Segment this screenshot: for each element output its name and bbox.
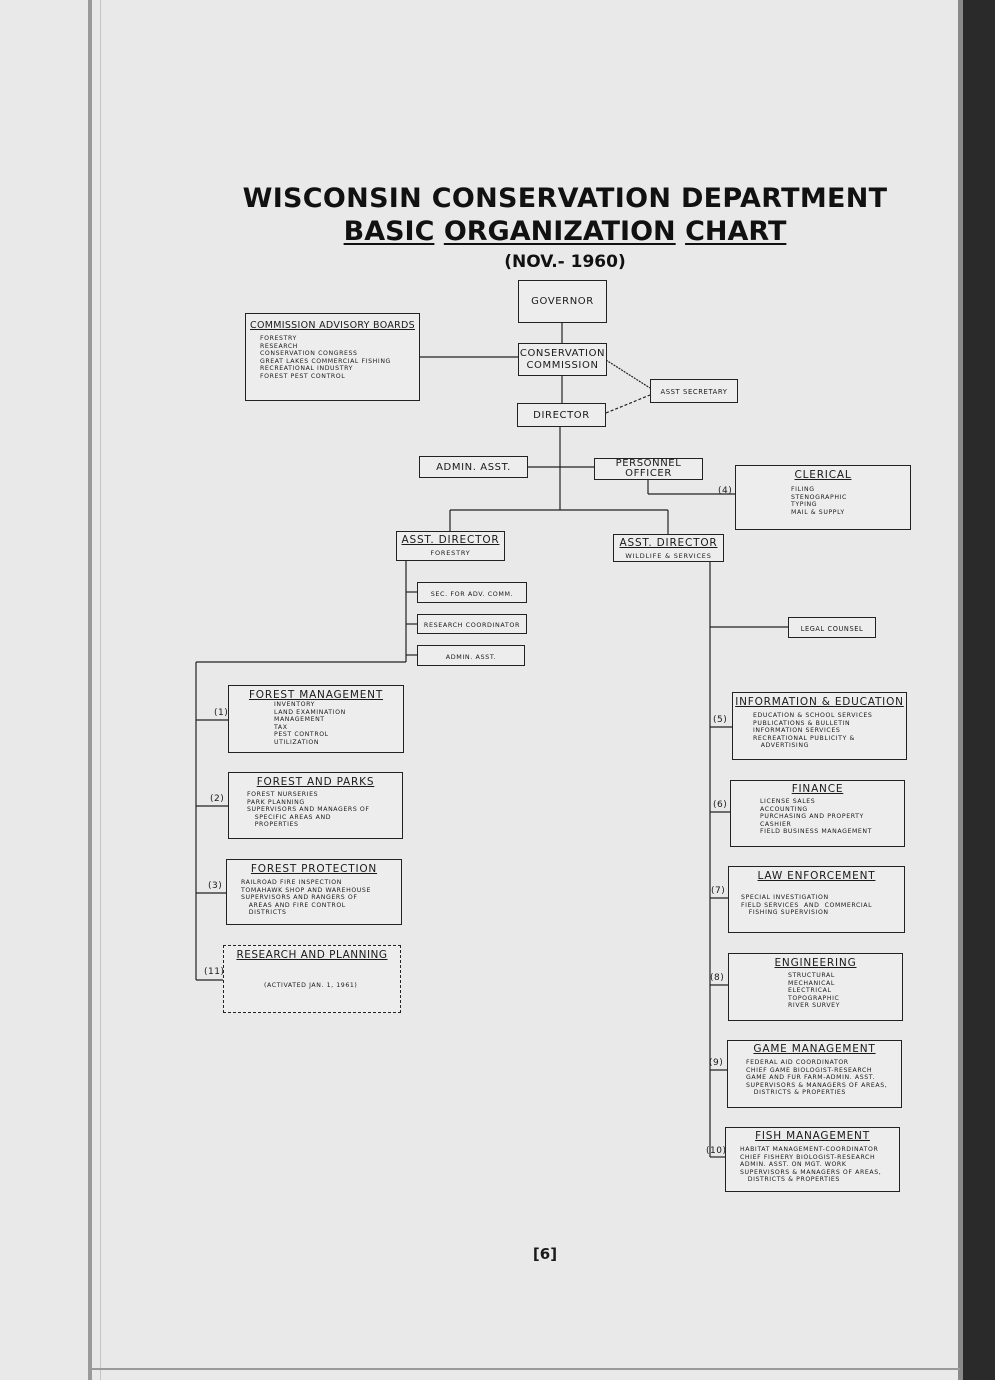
admin-asst-forestry-label: ADMIN. ASST. [445,653,497,661]
division-items: LICENSE SALES ACCOUNTING PURCHASING AND PROPERTY CASHIER FIELD BUSINESS MANAGEMENT [760,798,873,836]
division-forest-protection [226,859,402,925]
research-coordinator-label: RESEARCH COORDINATOR [423,621,521,629]
division-fish-management [725,1127,900,1192]
division-heading: RESEARCH AND PLANNING [236,949,388,961]
division-finance [730,780,905,847]
asst-director-forestry-sub: FORESTRY [430,549,471,557]
director-box [517,403,606,427]
division-heading: FOREST PROTECTION [250,863,378,875]
advisory-boards-heading: COMMISSION ADVISORY BOARDS [250,320,415,331]
admin-asst-label: ADMIN. ASST. [436,462,511,473]
governor-box [518,280,607,323]
chart-subtitle: BASIC ORGANIZATION CHART [343,216,787,247]
division-number: (10) [706,1146,727,1156]
division-items: EDUCATION & SCHOOL SERVICES PUBLICATIONS & BULLETIN INFORMATION SERVICES RECREATIONAL PUBLICITY & ADVERTISING [753,712,873,750]
asst-secretary-box [650,379,738,403]
division-heading: FINANCE [791,783,844,795]
advisory-boards-box [245,313,420,401]
admin-asst-box [419,456,528,478]
division-number: (6) [713,800,728,810]
division-forest-and-parks [228,772,403,839]
clerical-heading: CLERICAL [794,469,852,481]
division-number: (9) [709,1058,724,1068]
governor-label: GOVERNOR [531,296,594,307]
commission-box [518,343,607,376]
director-label: DIRECTOR [533,410,590,421]
division-items: HABITAT MANAGEMENT-COORDINATOR CHIEF FISHERY BIOLOGIST-RESEARCH ADMIN. ASST. ON MGT. WORK SUPERVISORS & MANAGERS OF AREAS, DISTRICTS & PROPERTIES [740,1146,882,1184]
sec-adv-comm-label: SEC. FOR ADV. COMM. [430,590,514,598]
division-heading: ENGINEERING [774,957,857,969]
division-items: SPECIAL INVESTIGATION FIELD SERVICES AND COMMERCIAL FISHING SUPERVISION [741,894,873,917]
clerical-box [735,465,911,530]
division-items: (ACTIVATED JAN. 1, 1961) [264,982,358,989]
division-items: STRUCTURAL MECHANICAL ELECTRICAL TOPOGRAPHIC RIVER SURVEY [788,972,841,1010]
research-coordinator-box [417,614,527,634]
division-number: (3) [208,881,223,891]
division-heading: FOREST AND PARKS [256,776,375,788]
advisory-boards-list: FORESTRY RESEARCH CONSERVATION CONGRESS GREAT LAKES COMMERCIAL FISHING RECREATIONAL INDUSTRY FOREST PEST CONTROL [260,335,391,380]
admin-asst-forestry-box [417,645,525,666]
division-heading: INFORMATION & EDUCATION [735,696,904,708]
sec-adv-comm-box [417,582,527,603]
personnel-label-line2: OFFICER [625,468,672,479]
division-items: RAILROAD FIRE INSPECTION TOMAHAWK SHOP AND WAREHOUSE SUPERVISORS AND RANGERS OF AREAS AND FIRE CONTROL DISTRICTS [241,879,371,917]
division-game-management [727,1040,902,1108]
division-number: (5) [713,715,728,725]
asst-director-forestry-box [396,531,505,561]
page-number: [6] [532,1245,558,1263]
division-items: INVENTORY LAND EXAMINATION MANAGEMENT TAX PEST CONTROL UTILIZATION [274,701,346,746]
asst-director-wildlife-heading: ASST. DIRECTOR [619,537,718,549]
division-law-enforcement [728,866,905,933]
division-number: (7) [711,886,726,896]
personnel-officer-box [594,458,703,480]
commission-label-line2: COMMISSION [526,360,599,371]
division-engineering [728,953,903,1021]
personnel-label-line1: PERSONNEL [615,458,682,469]
division-number: (8) [710,973,725,983]
division-items: FEDERAL AID COORDINATOR CHIEF GAME BIOLOGIST-RESEARCH GAME AND FUR FARM-ADMIN. ASST. SUPERVISORS & MANAGERS OF AREAS, DISTRICTS & PROPERTIES [746,1059,888,1097]
asst-secretary-label: ASST SECRETARY [660,388,728,396]
chart-title: WISCONSIN CONSERVATION DEPARTMENT [242,183,888,214]
division-heading: FISH MANAGEMENT [755,1130,870,1142]
division-forest-management [228,685,404,753]
legal-counsel-label: LEGAL COUNSEL [800,625,864,633]
division-research-and-planning [223,945,401,1013]
asst-director-wildlife-box [613,534,724,562]
asst-director-forestry-heading: ASST. DIRECTOR [401,534,500,546]
division-number: (2) [210,794,225,804]
division-number: (1) [214,708,229,718]
division-items: FOREST NURSERIES PARK PLANNING SUPERVISORS AND MANAGERS OF SPECIFIC AREAS AND PROPERTIES [247,791,370,829]
chart-date: (NOV.- 1960) [504,252,626,272]
asst-director-wildlife-sub: WILDLIFE & SERVICES [625,552,712,560]
division-heading: FOREST MANAGEMENT [248,689,384,701]
clerical-list: FILING STENOGRAPHIC TYPING MAIL & SUPPLY [791,486,847,516]
division-heading: LAW ENFORCEMENT [757,870,876,882]
division-heading: GAME MANAGEMENT [753,1043,876,1055]
division-information-education [732,692,907,760]
legal-counsel-box [788,617,876,638]
commission-label-line1: CONSERVATION [519,348,606,359]
division-number: (11) [204,967,225,977]
clerical-number: (4) [718,486,733,496]
